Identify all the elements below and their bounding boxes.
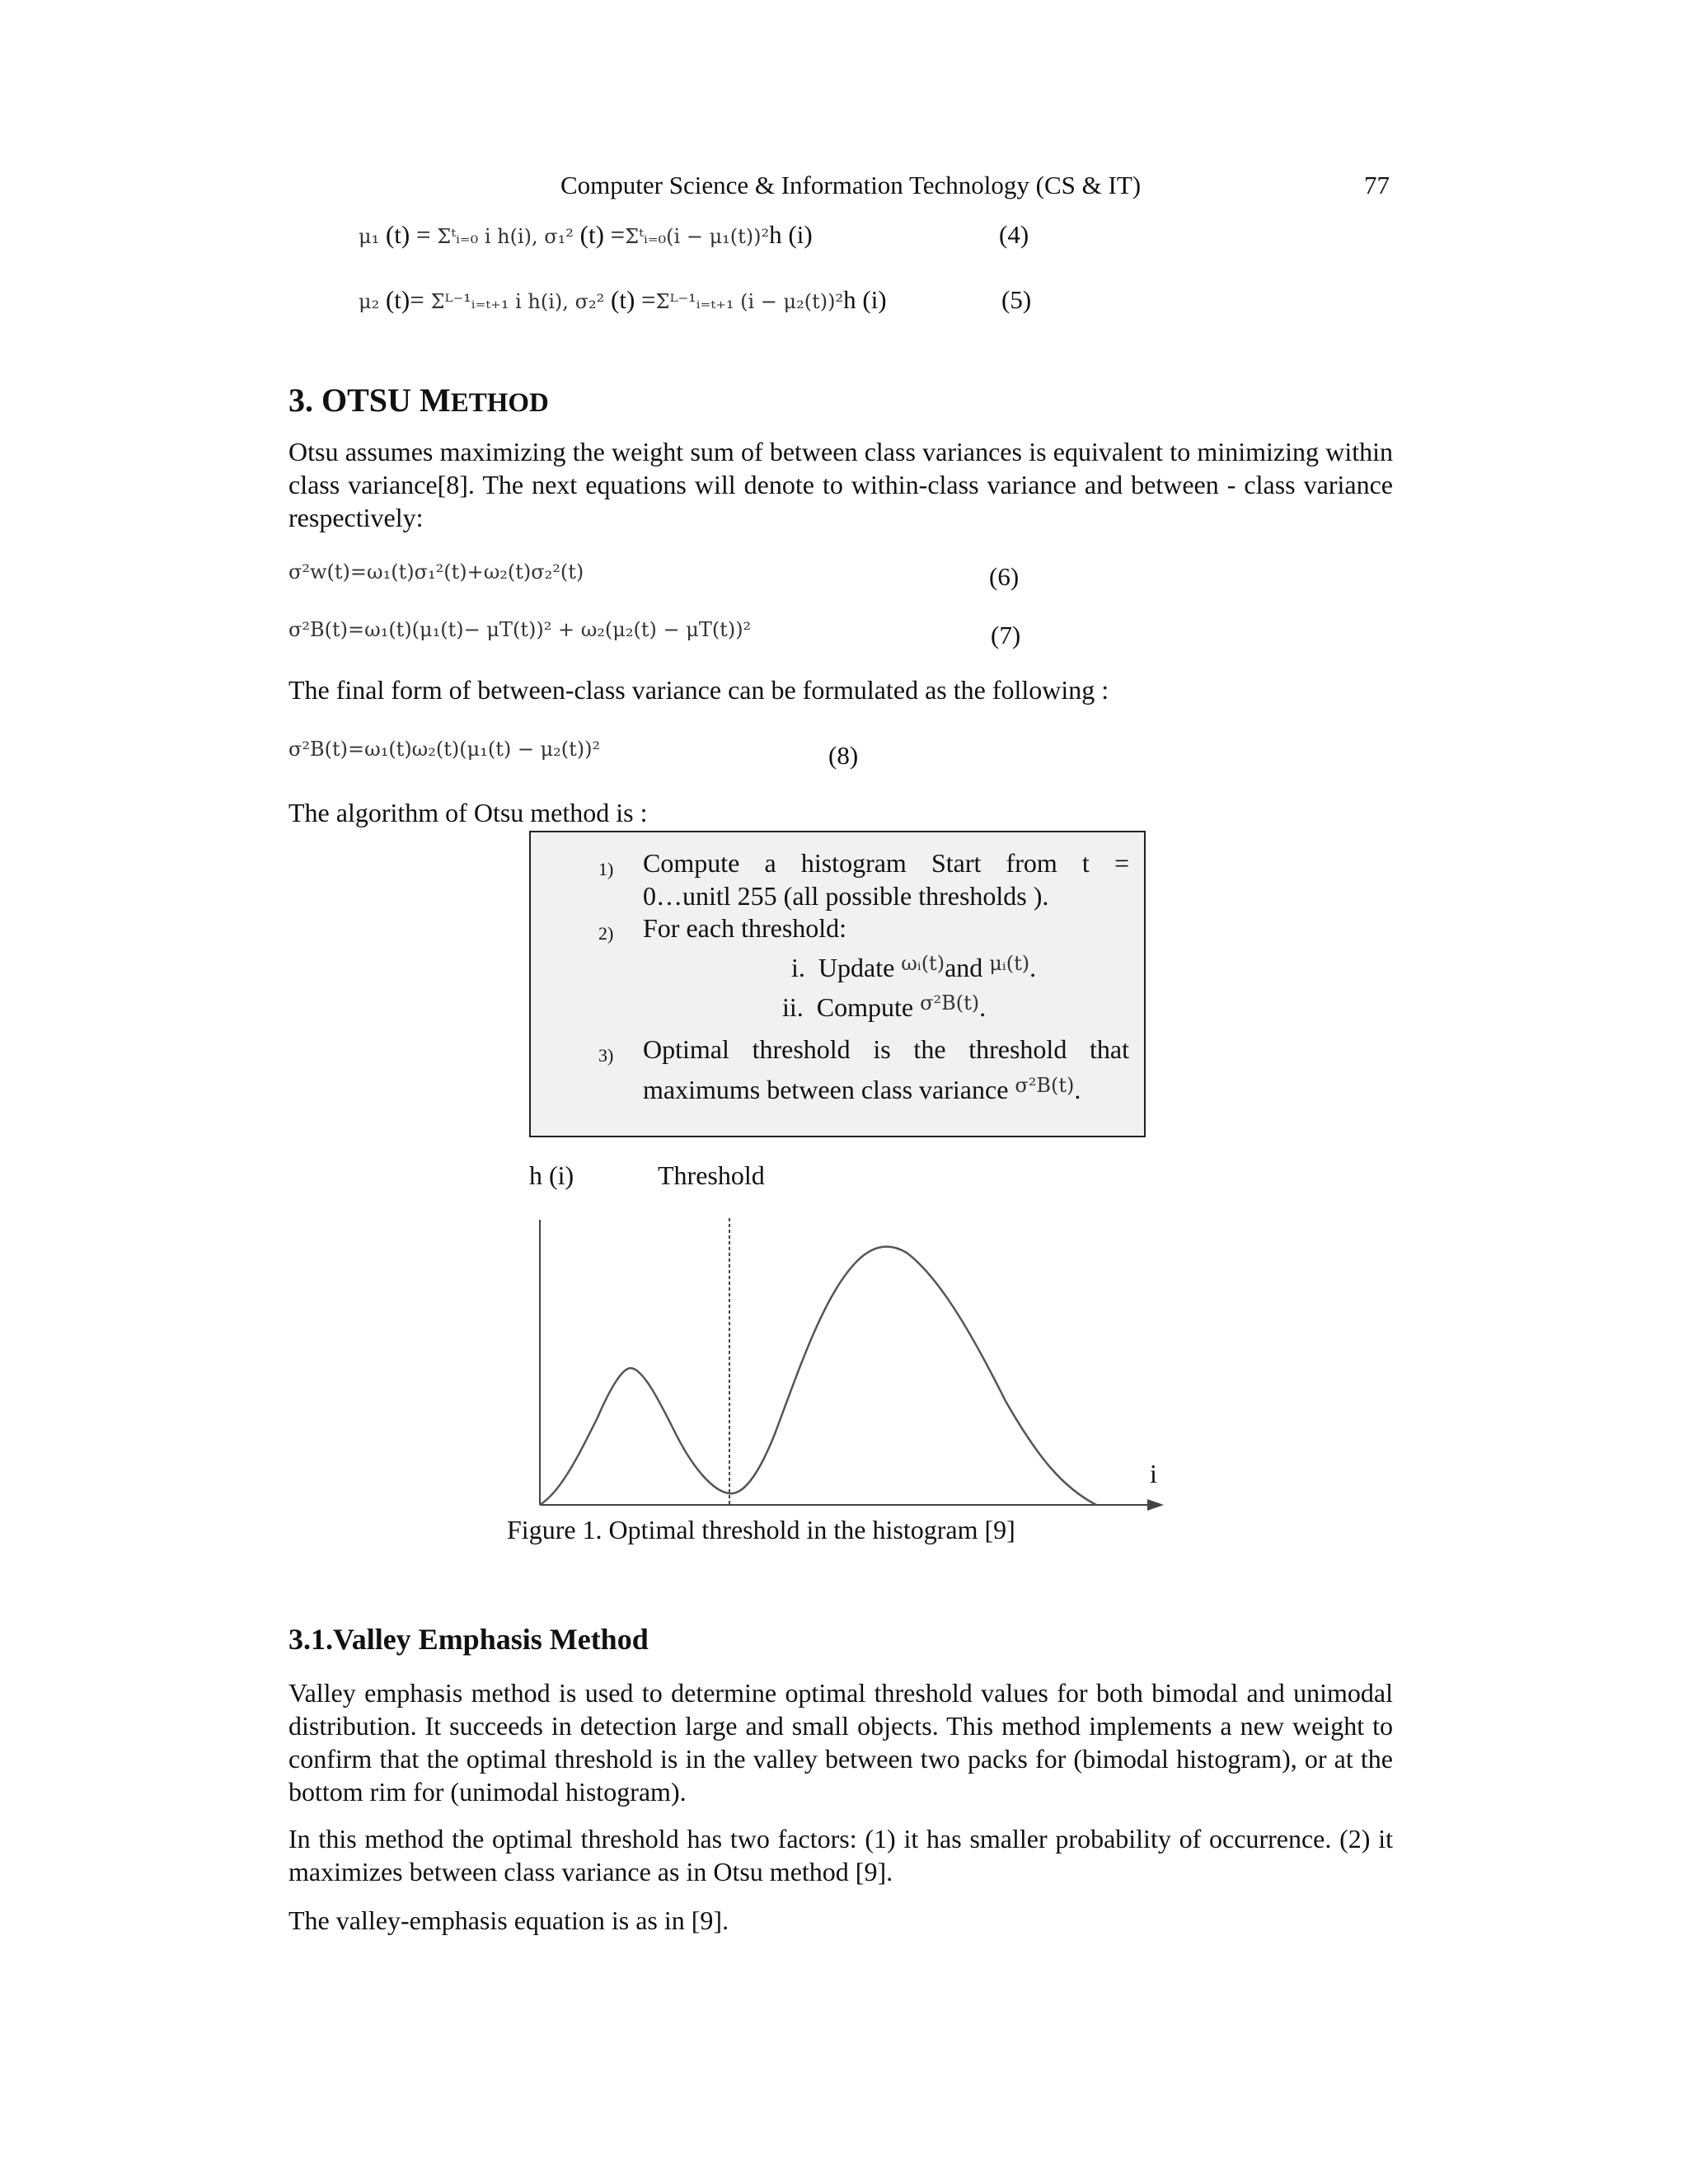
eq5-text3: h (i)	[843, 285, 887, 314]
sub-step-i-number: i.	[791, 953, 805, 982]
section-3-1-paragraph-2: In this method the optimal threshold has two factors: (1) it has smaller probability of occurrence. (2) it maximizes between class variance as in Otsu method [9].	[288, 1824, 1393, 1886]
sub-step-i-and: and	[945, 953, 983, 982]
step-1-line-2: 0…unitl 255 (all possible thresholds ).	[643, 881, 1049, 911]
page-number: 77	[1364, 171, 1390, 199]
step-3-text: maximums between class variance	[643, 1075, 1009, 1104]
step-3-period: .	[1074, 1075, 1081, 1104]
equation-5	[359, 285, 887, 315]
equation-6: σ²w(t)=ω₁(t)σ₁²(t)+ω₂(t)σ₂²(t)	[288, 560, 584, 583]
omega-math: ωᵢ(t)	[901, 952, 945, 975]
running-header: Computer Science & Information Technology (CS & IT)	[560, 171, 1142, 199]
figure-caption: Figure 1. Optimal threshold in the histogram [9]	[507, 1515, 1015, 1544]
eq8-number: (8)	[828, 741, 859, 770]
histogram-curve	[540, 1247, 1096, 1505]
histogram-figure	[528, 1212, 1187, 1516]
section-3-paragraph-2: The final form of between-class variance can be formulated as the following :	[288, 675, 1109, 705]
eq5-sum1: Σᴸ⁻¹ᵢ₌ₜ₊₁ i h(i),	[430, 290, 569, 313]
step-3-line-1: Optimal threshold is the threshold that	[643, 1034, 1129, 1064]
sub-step-ii-text: Compute	[816, 992, 914, 1022]
section-3-paragraph-1: Otsu assumes maximizing the weight sum of between class variances is equivalent to minimizing within class variance[8]. The next equations will denote to within-class variance and between - class variance respectively:	[288, 437, 1393, 532]
section-3-number: 3. OTSU	[288, 382, 420, 419]
step-3-line-2	[643, 1073, 1081, 1108]
equation-8: σ²B(t)=ω₁(t)ω₂(t)(μ₁(t) − μ₂(t))²	[288, 738, 601, 761]
sigma-b-math: σ²B(t)	[920, 991, 980, 1015]
figure-y-label: h (i)	[529, 1160, 574, 1190]
eq5-text1: (t)=	[385, 285, 424, 314]
equation-4	[359, 220, 813, 250]
step-2-number: 2)	[598, 923, 614, 944]
sub-step-ii	[782, 991, 986, 1026]
sub-step-i	[791, 951, 1036, 987]
sub-step-ii-number: ii.	[782, 992, 804, 1022]
eq5-text2: (t) =	[611, 285, 656, 314]
sub-step-ii-period: .	[979, 992, 987, 1022]
sigma-b-math-2: σ²B(t)	[1015, 1074, 1075, 1097]
step-3-number: 3)	[598, 1045, 614, 1066]
step-2-text: For each threshold:	[643, 913, 847, 943]
eq5-number: (5)	[1001, 285, 1032, 314]
eq4-number: (4)	[999, 220, 1029, 249]
eq4-lead: μ₁	[359, 225, 380, 248]
eq7-number: (7)	[991, 621, 1021, 649]
eq6-number: (6)	[989, 562, 1020, 591]
section-3-title	[288, 381, 549, 419]
section-3-1-title: 3.1.Valley Emphasis Method	[288, 1623, 649, 1656]
section-3-cap: M	[419, 382, 451, 419]
sub-step-i-text: Update	[818, 953, 895, 982]
step-1-number: 1)	[598, 859, 614, 879]
section-3-1-paragraph-3: The valley-emphasis equation is as in [9].	[288, 1905, 729, 1935]
x-axis-arrow-icon	[1147, 1499, 1164, 1511]
eq4-text3: h (i)	[769, 220, 813, 249]
eq4-text2: (t) =	[579, 220, 626, 249]
eq5-sigma: σ₂²	[574, 290, 605, 313]
equation-7: σ²B(t)=ω₁(t)(μ₁(t)− μT(t))² + ω₂(μ₂(t) − μT(t))²	[288, 618, 752, 641]
sub-step-i-period: .	[1029, 953, 1037, 982]
section-3-smallcaps: ETHOD	[450, 388, 549, 418]
eq5-lead: μ₂	[359, 290, 380, 313]
section-3-paragraph-3: The algorithm of Otsu method is :	[288, 798, 648, 827]
step-1-line-1: Compute a histogram Start from t =	[643, 848, 1129, 878]
eq4-sum1: Σᵗᵢ₌₀ i h(i), σ₁²	[437, 225, 574, 248]
algorithm-box	[529, 831, 1146, 1137]
section-3-1-paragraph-1: Valley emphasis method is used to determine optimal threshold values for both bimodal and unimodal distribution. It succeeds in detection large and small objects. This method implements a new weight to confirm that the optimal threshold is in the valley between two packs for (bimodal histogram), or at the bottom rim for (unimodal histogram).	[288, 1678, 1393, 1807]
eq5-sum2: Σᴸ⁻¹ᵢ₌ₜ₊₁ (i − μ₂(t))²	[655, 290, 844, 313]
eq4-sum2: Σᵗᵢ₌₀(i − μ₁(t))²	[625, 225, 770, 248]
mu-math: μᵢ(t)	[989, 952, 1030, 975]
figure-threshold-label: Threshold	[658, 1160, 765, 1190]
eq4-text1: (t) =	[385, 220, 431, 249]
figure-x-label: i	[1150, 1459, 1157, 1488]
